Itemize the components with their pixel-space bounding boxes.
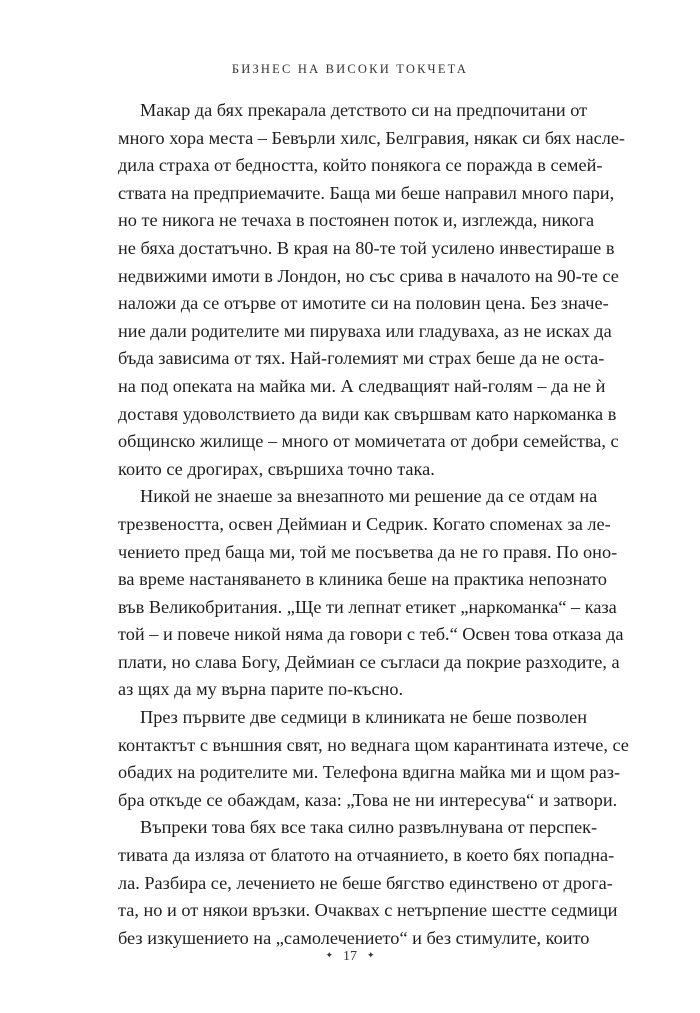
text-line: Никой не знаеше за внезапното ми решение да се отдам на: [140, 486, 598, 507]
text-line: на под опеката на майка ми. А следващият най-голям – да не ѝ: [118, 375, 606, 396]
text-line: ва време настаняването в клиника беше на практика непознато: [118, 569, 607, 590]
text-line: доставя удоволствието да види как свършвам като наркоманка в: [118, 403, 617, 424]
ornament-left-icon: ✦: [325, 950, 333, 960]
text-line: той – и повече никой няма да говори с теб.“ Освен това отказа да: [118, 624, 624, 645]
text-line: не бяха достатъчно. В края на 80-те той усилено инвестираше в: [118, 237, 615, 258]
text-line: обадих на родителите ми. Телефона вдигна майка ми и щом раз-: [118, 762, 621, 783]
text-line: контактът с външния свят, но веднага щом карантината изтече, се: [118, 734, 629, 755]
running-header: БИЗНЕС НА ВИСОКИ ТОКЧЕТА: [231, 62, 469, 76]
text-line: без изкушението на „самолечението“ и без стимулите, които: [118, 927, 590, 948]
page-footer: [0, 949, 700, 965]
text-line: които се дрогирах, свършиха точно така.: [118, 458, 435, 479]
text-line: общинско жилище – много от момичетата от добри семейства, с: [118, 431, 619, 452]
text-line: дила страха от бедността, който понякога се поражда в семей-: [118, 155, 603, 176]
text-line: През първите две седмици в клиниката не беше позволен: [140, 707, 587, 728]
text-line: чението пред баща ми, той ме посъветва да не го правя. По оно-: [118, 541, 618, 562]
text-line: наложи да се отърве от имотите си на половин цена. Без значе-: [118, 293, 609, 314]
text-line: плати, но слава Богу, Деймиан се съгласи да покрие разходите, а: [118, 651, 620, 672]
text-line: бра откъде се обаждам, каза: „Това не ни интересува“ и затвори.: [118, 789, 618, 810]
text-line: много хора места – Бевърли хилс, Белгравия, някак си бях насле-: [118, 127, 626, 148]
page-number: 17: [343, 949, 357, 964]
text-line: във Великобритания. „Ще ти лепнат етикет „наркоманка“ – каза: [118, 596, 617, 617]
text-line: ла. Разбира се, лечението не беше бягство единствено от дрога-: [118, 872, 613, 893]
text-line: та, но и от някои връзки. Очаквах с нетърпение шестте седмици: [118, 900, 618, 921]
text-line: ние дали родителите ми пируваха или гладуваха, аз не исках да: [118, 320, 612, 341]
body-text: [118, 97, 629, 952]
text-line: бъда зависима от тях. Най-големият ми страх беше да не оста-: [118, 348, 605, 369]
text-line: аз щях да му върна парите по-късно.: [118, 679, 404, 700]
text-line: ствата на предприемачите. Баща ми беше направил много пари,: [118, 182, 615, 203]
text-line: Въпреки това бях все така силно развълнувана от перспек-: [140, 817, 598, 838]
text-line: тивата да изляза от блатото на отчаянието, в което бях попадна-: [118, 845, 615, 866]
text-line: но те никога не течаха в постоянен поток и, изглежда, никога: [118, 210, 595, 231]
text-line: Макар да бях прекарала детството си на предпочитани от: [140, 100, 588, 120]
text-line: недвижими имоти в Лондон, но със срива в началото на 90-те се: [118, 265, 619, 286]
ornament-right-icon: ✦: [367, 950, 375, 960]
text-line: трезвеността, освен Деймиан и Седрик. Когато споменах за ле-: [118, 513, 611, 534]
